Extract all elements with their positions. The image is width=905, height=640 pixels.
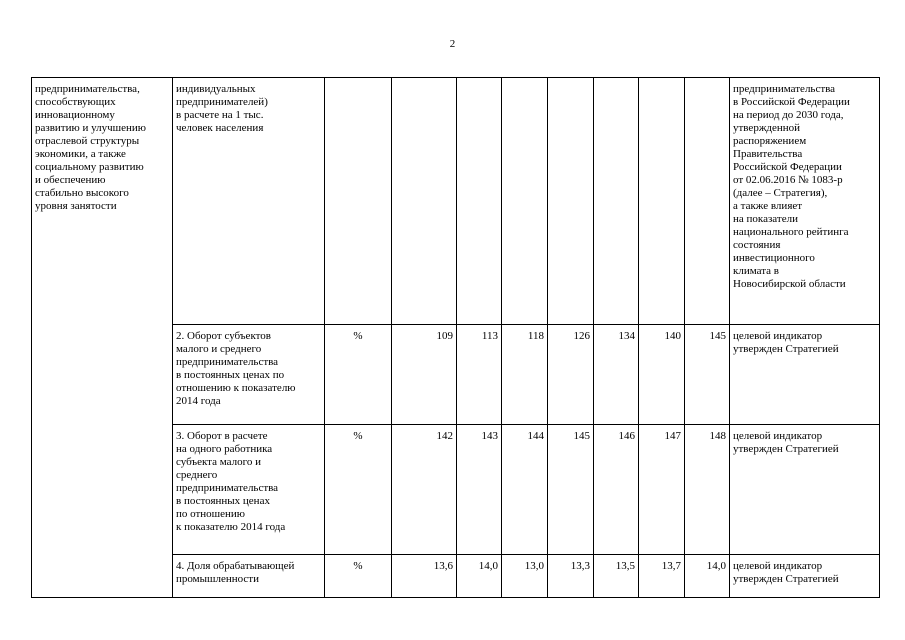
value-cell: 13,7 xyxy=(639,555,685,598)
value-cell: 145 xyxy=(685,325,730,425)
page-number: 2 xyxy=(449,38,456,50)
indicator-name: 3. Оборот в расчете на одного работника субъекта малого и среднего предпринимательства в постоянных ценах по отношению к показателю 2014 года xyxy=(173,425,325,555)
note-cell: целевой индикатор утвержден Стратегией xyxy=(730,425,880,555)
value-cell xyxy=(392,78,457,325)
value-cell: 142 xyxy=(392,425,457,555)
value-cell: 13,0 xyxy=(502,555,548,598)
value-cell xyxy=(502,78,548,325)
value-cell: 148 xyxy=(685,425,730,555)
unit-cell: % xyxy=(325,555,392,598)
value-cell: 118 xyxy=(502,325,548,425)
value-cell xyxy=(548,78,594,325)
note-cell: целевой индикатор утвержден Стратегией xyxy=(730,325,880,425)
unit-cell: % xyxy=(325,325,392,425)
value-cell: 113 xyxy=(457,325,502,425)
goal-cell: предпринимательства, способствующих инновационному развитию и улучшению отраслевой структуры экономики, а также социальному развитию и обеспечению стабильно высокого уровня занятости xyxy=(32,78,173,598)
indicator-name: 2. Оборот субъектов малого и среднего предпринимательства в постоянных ценах по отношению к показателю 2014 года xyxy=(173,325,325,425)
value-cell: 143 xyxy=(457,425,502,555)
value-cell: 14,0 xyxy=(685,555,730,598)
table-row xyxy=(32,78,880,325)
value-cell: 126 xyxy=(548,325,594,425)
indicator-name: 4. Доля обрабатывающей промышленности xyxy=(173,555,325,598)
value-cell xyxy=(639,78,685,325)
value-cell: 134 xyxy=(594,325,639,425)
value-cell xyxy=(594,78,639,325)
indicator-name: индивидуальных предпринимателей) в расчете на 1 тыс. человек населения xyxy=(173,78,325,325)
value-cell xyxy=(685,78,730,325)
unit-cell xyxy=(325,78,392,325)
value-cell xyxy=(457,78,502,325)
value-cell: 13,3 xyxy=(548,555,594,598)
indicators-table xyxy=(31,77,880,598)
value-cell: 14,0 xyxy=(457,555,502,598)
value-cell: 146 xyxy=(594,425,639,555)
value-cell: 13,6 xyxy=(392,555,457,598)
unit-cell: % xyxy=(325,425,392,555)
note-cell: предпринимательства в Российской Федерации на период до 2030 года, утвержденной распоряжением Правительства Российской Федерации от 02.06.2016 № 1083-р (далее – Стратегия), а также влияет на показатели национального рейтинга состояния инвестиционного климата в Новосибирской области xyxy=(730,78,880,325)
value-cell: 145 xyxy=(548,425,594,555)
value-cell: 144 xyxy=(502,425,548,555)
value-cell: 147 xyxy=(639,425,685,555)
note-cell: целевой индикатор утвержден Стратегией xyxy=(730,555,880,598)
value-cell: 13,5 xyxy=(594,555,639,598)
value-cell: 109 xyxy=(392,325,457,425)
value-cell: 140 xyxy=(639,325,685,425)
